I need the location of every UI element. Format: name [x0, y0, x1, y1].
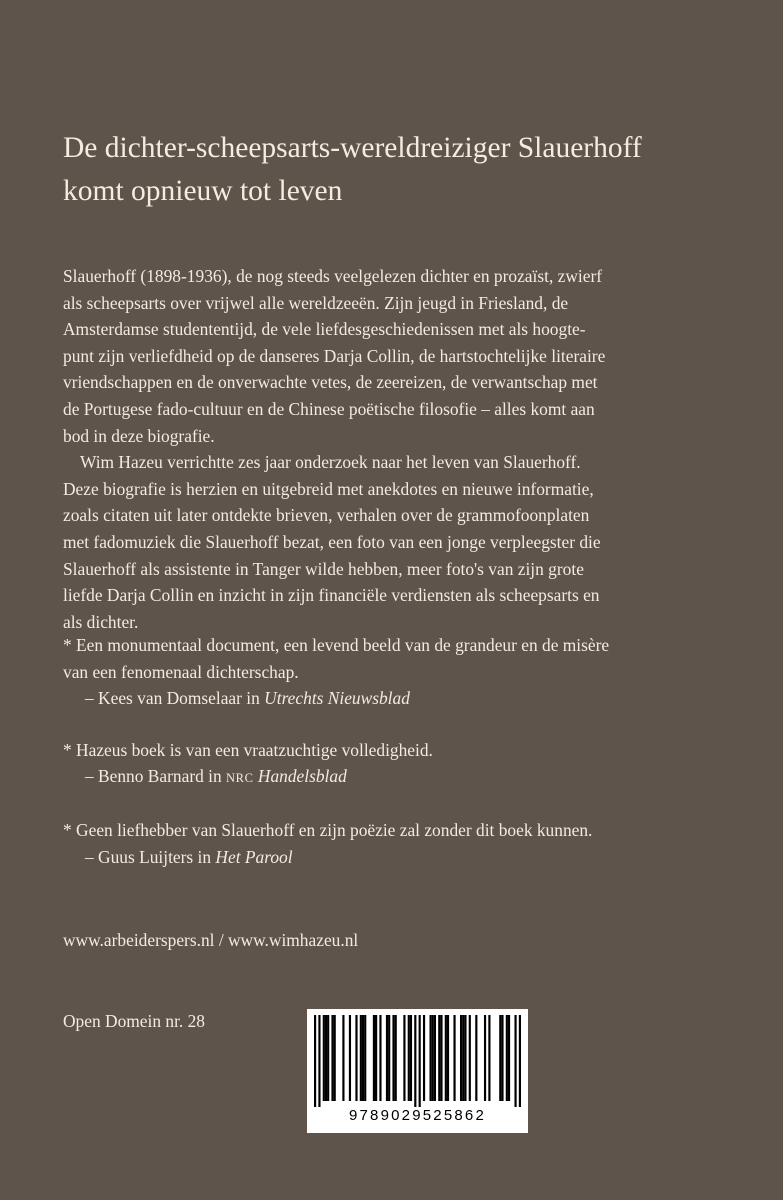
quote-text: van een fenomenaal dichterschap.: [63, 661, 299, 682]
barcode-bar: [395, 1015, 397, 1101]
barcode-bar: [501, 1015, 503, 1101]
barcode-bar: [434, 1015, 436, 1101]
review-quote: [63, 817, 743, 870]
barcode-bar: [438, 1015, 440, 1101]
blurb-line: de Portugese fado-cultuur en de Chinese poëtische filosofie – alles komt aan: [63, 398, 595, 419]
headline-line: De dichter-scheepsarts-wereldreiziger Slauerhoff: [63, 132, 642, 164]
barcode-bar: [440, 1015, 442, 1101]
publisher-urls: www.arbeiderspers.nl / www.wimhazeu.nl: [63, 930, 359, 950]
review-quote: [63, 737, 743, 792]
barcode-bar: [314, 1015, 316, 1107]
barcode-bar: [360, 1015, 362, 1101]
barcode-bar: [499, 1015, 501, 1101]
blurb-line: punt zijn verliefdheid op de danseres Darja Collin, de hartstochtelijke literaire: [63, 345, 606, 366]
barcode-bar: [392, 1015, 394, 1101]
barcode-bar: [453, 1015, 455, 1101]
quote-attribution: [63, 844, 743, 871]
barcode-bar: [408, 1015, 410, 1101]
barcode-bar: [432, 1015, 434, 1101]
barcode-bar: [355, 1015, 357, 1101]
headline-line: komt opnieuw tot leven: [63, 175, 343, 207]
barcode-bar: [519, 1015, 521, 1107]
barcode-bar: [429, 1015, 431, 1101]
barcode-bar: [331, 1015, 333, 1101]
barcode-bar: [386, 1015, 388, 1101]
blurb-paragraph-2: [63, 449, 733, 635]
barcode-bar: [362, 1015, 364, 1101]
barcode-bar: [379, 1015, 381, 1101]
barcode-bar: [410, 1015, 412, 1101]
blurb-line: Slauerhoff als assistente in Tanger wilde hebben, meer foto's van zijn grote: [63, 558, 584, 579]
quote-text: * Een monumentaal document, een levend beeld van de grandeur en de misère: [63, 635, 610, 655]
barcode-bar: [325, 1015, 327, 1101]
barcode-bar: [388, 1015, 390, 1101]
quote-text: * Hazeus boek is van een vraatzuchtige volledigheid.: [63, 739, 433, 760]
barcode-bar: [462, 1015, 464, 1101]
barcode-bar: [419, 1015, 421, 1107]
barcode-bar: [475, 1015, 477, 1101]
isbn-number: 9789029525862: [348, 1107, 487, 1124]
blurb-line: zoals citaten uit later ontdekte brieven, verhalen over de grammofoonplaten: [63, 505, 590, 526]
blurb-paragraph-1: [63, 263, 733, 449]
barcode-bar: [445, 1015, 447, 1101]
quote-source: Utrechts Nieuwsblad: [264, 688, 410, 709]
blurb-line: Wim Hazeu verrichtte zes jaar onderzoek naar het leven van Slauerhoff.: [80, 452, 581, 473]
blurb-line: vriendschappen en de onverwachte vetes, de zeereizen, de verwantschap met: [63, 372, 598, 393]
blurb-line: liefde Darja Collin en inzicht in zijn financiële verdiensten als scheepsarts en: [63, 585, 600, 606]
blurb-line: Deze biografie is herzien en uitgebreid met anekdotes en nieuwe informatie,: [63, 478, 594, 499]
blurb-line: als scheepsarts over vrijwel alle wereldzeeën. Zijn jeugd in Friesland, de: [63, 292, 569, 313]
review-quote: [63, 632, 743, 712]
barcode-bar: [373, 1015, 375, 1101]
barcode-bar: [484, 1015, 486, 1101]
quote-text: * Geen liefhebber van Slauerhoff en zijn poëzie zal zonder dit boek kunnen.: [63, 819, 593, 840]
quote-source-prefix: NRC: [226, 771, 254, 786]
isbn-barcode: [307, 1009, 528, 1133]
barcode-bar: [414, 1015, 416, 1107]
review-quotes: [63, 632, 743, 870]
blurb-line: Slauerhoff (1898-1936), de nog steeds veelgelezen dichter en prozaïst, zwierf: [63, 266, 603, 286]
barcode-bar: [323, 1015, 325, 1101]
blurb-line: met fadomuziek die Slauerhoff bezat, een foto van een jonge verpleegster die: [63, 531, 601, 552]
barcode-bar: [334, 1015, 336, 1101]
quote-attribution: [63, 763, 743, 792]
barcode-bar: [318, 1015, 320, 1107]
barcode-bar: [508, 1015, 510, 1101]
headline: [63, 127, 743, 213]
quote-author: – Kees van Domselaar in: [85, 688, 265, 709]
blurb-line: bod in deze biografie.: [63, 425, 215, 446]
quote-source: Handelsblad: [253, 766, 347, 787]
blurb: [63, 263, 733, 635]
barcode-bars: [314, 1015, 521, 1107]
barcode-bar: [364, 1015, 366, 1101]
quote-attribution: [63, 685, 743, 712]
barcode-bar: [460, 1015, 462, 1101]
barcode-bar: [506, 1015, 508, 1101]
barcode-bar: [342, 1015, 344, 1101]
barcode-bar: [514, 1015, 516, 1107]
barcode-bar: [375, 1015, 377, 1101]
blurb-line: als dichter.: [63, 611, 139, 632]
quote-author: – Benno Barnard in: [85, 766, 227, 787]
blurb-line: Amsterdamse studententijd, de vele liefdesgeschiedenissen met als hoogte-: [63, 319, 586, 340]
quote-source: Het Parool: [215, 846, 293, 867]
barcode-bar: [488, 1015, 490, 1101]
barcode-bar: [423, 1015, 425, 1101]
barcode-bar: [447, 1015, 449, 1101]
series-label: Open Domein nr. 28: [63, 1011, 206, 1031]
barcode-bar: [469, 1015, 471, 1101]
quote-author: – Guus Luijters in: [85, 846, 216, 867]
barcode-bar: [349, 1015, 351, 1101]
barcode-bar: [403, 1015, 405, 1101]
barcode-bar: [464, 1015, 466, 1101]
barcode-bar: [327, 1015, 329, 1101]
